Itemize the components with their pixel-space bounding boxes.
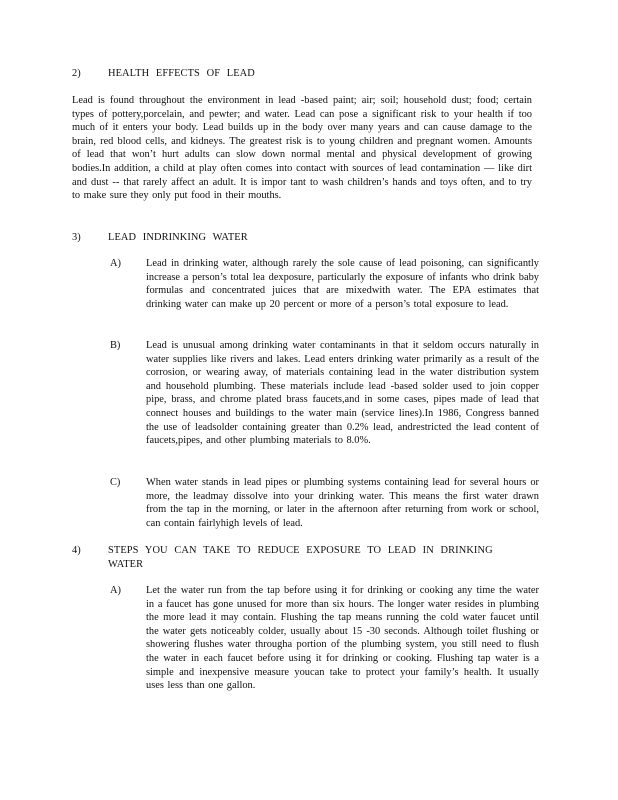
item-letter: B) [110, 340, 121, 351]
item-letter: C) [110, 477, 121, 488]
section-heading-health-effects: HEALTH EFFECTS OF LEAD [108, 68, 255, 79]
section-number: 4) [72, 545, 81, 556]
item-text: Let the water run from the tap before using it for drinking or cooking any time the water in a faucet has gone unused for more than six hours. The longer water resides in plumbing the more lead it may contain. Flushing the tap means running the cold water faucet until the water gets noticeably colder, usually about 15 -30 seconds. Although toilet flushing or showering flushes water througha portion of the plumbing system, you still need to flush the water in each faucet before using it for drinking or cooking. Flushing tap water is a simple and inexpensive measure youcan take to protect your family’s health. It usually uses less than one gallon. [146, 585, 539, 692]
section-heading-lead-in-drinking-water: LEAD INDRINKING WATER [108, 232, 248, 243]
item-letter: A) [110, 258, 121, 269]
item-letter: A) [110, 585, 121, 596]
section-heading-steps-to-reduce-exposure: STEPS YOU CAN TAKE TO REDUCE EXPOSURE TO LEAD IN DRINKING WATER [108, 545, 493, 570]
section-number: 2) [72, 68, 81, 79]
item-text: Lead in drinking water, although rarely the sole cause of lead poisoning, can significantly increase a person’s total lea dexposure, particularly the exposure of infants who drink baby formulas and concentrated juices that are mixedwith water. The EPA estimates that drinking water can make up 20 percent or more of a person’s total exposure to lead. [146, 258, 539, 310]
item-text: Lead is unusual among drinking water contaminants in that it seldom occurs naturally in water supplies like rivers and lakes. Lead enters drinking water primarily as a result of the corrosion, or wearing away, of materials containing lead in the water distribution system and household plumbing. These materials include lead -based solder used to join copper pipe, brass, and chrome plated brass faucets,and in some cases, pipes made of lead that connect houses and buildings to the water main (service lines).In 1986, Congress banned the use of leadsolder containing greater than 0.2% lead, andrestricted the lead content of faucets,pipes, and other plumbing materials to 8.0%. [146, 340, 539, 447]
section-number: 3) [72, 232, 81, 243]
section-paragraph-health-effects: Lead is found throughout the environment in lead -based paint; air; soil; household dust; food; certain types of pottery,porcelain, and pewter; and water. Lead can pose a significant risk to your health if too much of it enters your body. Lead builds up in the body over many years and can cause damage to the brain, red blood cells, and kidneys. The greatest risk is to young children and pregnant women. Amounts of lead that won’t hurt adults can slow down normal mental and physical development of growing bodies.In addition, a child at play often comes into contact with sources of lead contamination — like dirt and dust -- that rarely affect an adult. It is impor tant to wash children’s hands and toys often, and to try to make sure they only put food in their mouths. [72, 95, 532, 202]
item-text: When water stands in lead pipes or plumbing systems containing lead for several hours or more, the leadmay dissolve into your drinking water. This means the first water drawn from the tap in the morning, or later in the afternoon after returning from work or school, can contain fairlyhigh levels of lead. [146, 477, 539, 529]
